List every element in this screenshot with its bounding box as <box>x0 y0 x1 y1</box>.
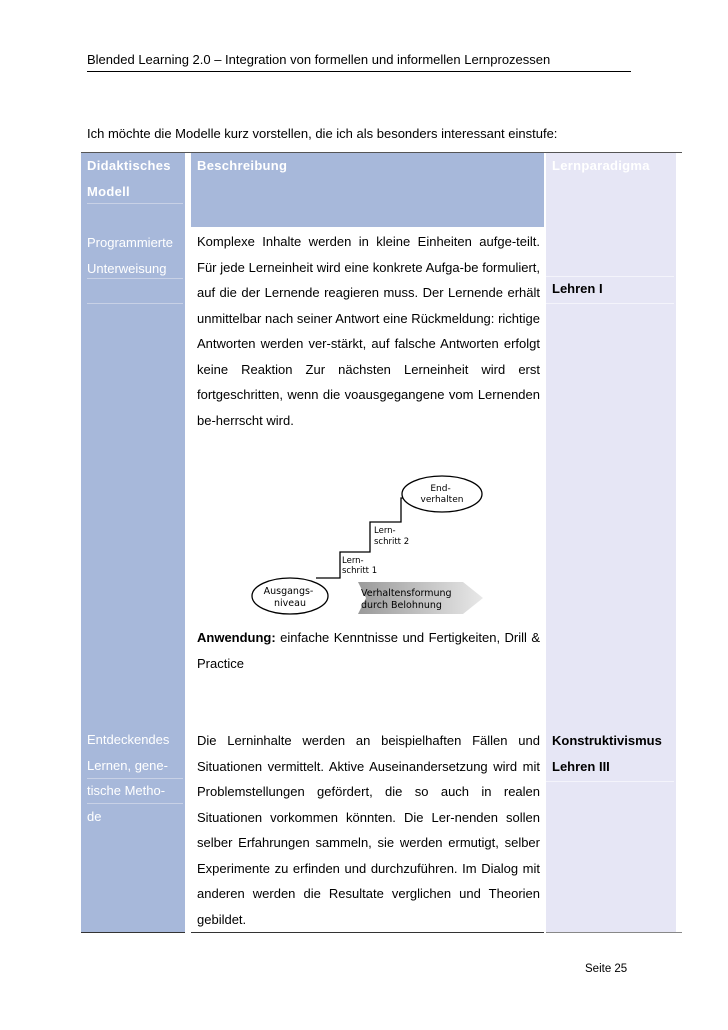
row2-model-line4: de <box>87 808 102 824</box>
row2-description-text: Die Lerninhalte werden an beispielhaften Fällen und Situationen vermittelt. Aktive Auseinandersetzung wird mit Problemstellungen gefördert, die so auch in realen Situationen vorkommen könnten. Die Ler-nenden sollen selber Erfahrungen sammeln, sie werden ermutigt, selber Experimente zu erfinden und durchzuführen. Im Dialog mit anderen werden die Resultate verglichen und Theorien gebildet. <box>197 733 540 927</box>
row1-model <box>81 230 185 281</box>
row2-model-line3: tische Metho- <box>87 783 166 798</box>
cell-separator <box>87 803 183 804</box>
page-number: Seite 25 <box>585 963 628 975</box>
arrow-label-line1: Verhaltensformung <box>361 588 452 599</box>
paradigm-column <box>546 153 676 932</box>
row2-description <box>191 728 544 932</box>
intro-text: Ich möchte die Modelle kurz vorstellen, die ich als besonders interessant einstufe: <box>87 126 558 141</box>
cell-separator <box>546 781 674 782</box>
row1-application <box>191 625 544 676</box>
row1-paradigm: Lehren I <box>552 281 603 296</box>
cell-separator <box>87 303 183 304</box>
start-label-line1: Ausgangs- <box>263 586 314 597</box>
row1-description <box>191 229 544 433</box>
application-text: einfache Kenntnisse und Fertigkeiten, Drill & Practice <box>197 630 540 671</box>
cell-separator <box>546 303 674 304</box>
cell-separator <box>87 203 183 204</box>
row1-model-line2: Unterweisung <box>87 260 167 276</box>
end-label-line2: verhalten <box>420 495 464 505</box>
cell-separator <box>87 778 183 779</box>
header-model-line1: Didaktisches <box>87 158 171 173</box>
svg-text:Verhaltensformung durch Be <box>361 588 455 611</box>
row2-model-line2: Lernen, gene- <box>87 757 168 773</box>
header-description: Beschreibung <box>197 158 288 173</box>
staircase-diagram <box>238 470 488 618</box>
row2-paradigm-line2: Lehren III <box>552 758 610 774</box>
row2-paradigm <box>546 728 662 779</box>
page-header: Blended Learning 2.0 – Integration von formellen und informellen Lernprozessen <box>87 52 631 72</box>
description-header-cell <box>191 153 544 227</box>
step2-label-line1: Lern- <box>374 526 396 536</box>
table-bottom-border <box>191 932 544 933</box>
svg-text:Lern- schritt 2 <box>374 526 409 547</box>
step2-label-line2: schritt 2 <box>374 537 410 547</box>
table-bottom-border <box>546 932 682 933</box>
row1-description-text: Komplexe Inhalte werden in kleine Einheiten aufge-teilt. Für jede Lerneinheit wird eine konkrete Aufga-be formuliert, auf die der Lernende reagieren muss. Der Lernende erhält unmittelbar nach seiner Antwort eine Rückmeldung: richtige Antworten werden ver-stärkt, auf falsche Antworten erfolgt keine Reaktion Zur nächsten Lerneinheit wird erst fortgeschritten, wenn die voausgegangene vom Lernenden be-herrscht wird. <box>197 234 540 428</box>
end-ellipse <box>402 476 482 512</box>
start-label-line2: niveau <box>274 598 306 609</box>
arrow-label-line2: durch Belohnung <box>361 600 442 611</box>
model-column <box>81 153 185 932</box>
header-paradigm: Lernparadigma <box>552 158 650 173</box>
svg-text:Lern- schritt 1 <box>342 556 377 576</box>
application-label: Anwendung: <box>197 630 276 645</box>
row1-model-line1: Programmierte <box>87 235 173 250</box>
step1-label-line1: Lern- <box>342 556 364 566</box>
step1-label-line2: schritt 1 <box>342 566 378 576</box>
row2-model-line1: Entdeckendes <box>87 732 170 747</box>
row2-paradigm-line1: Konstruktivismus <box>552 733 662 748</box>
header-model-line2: Modell <box>87 184 130 199</box>
end-label-line1: End- <box>430 484 451 494</box>
table-bottom-border <box>81 932 185 933</box>
cell-separator <box>87 278 183 279</box>
